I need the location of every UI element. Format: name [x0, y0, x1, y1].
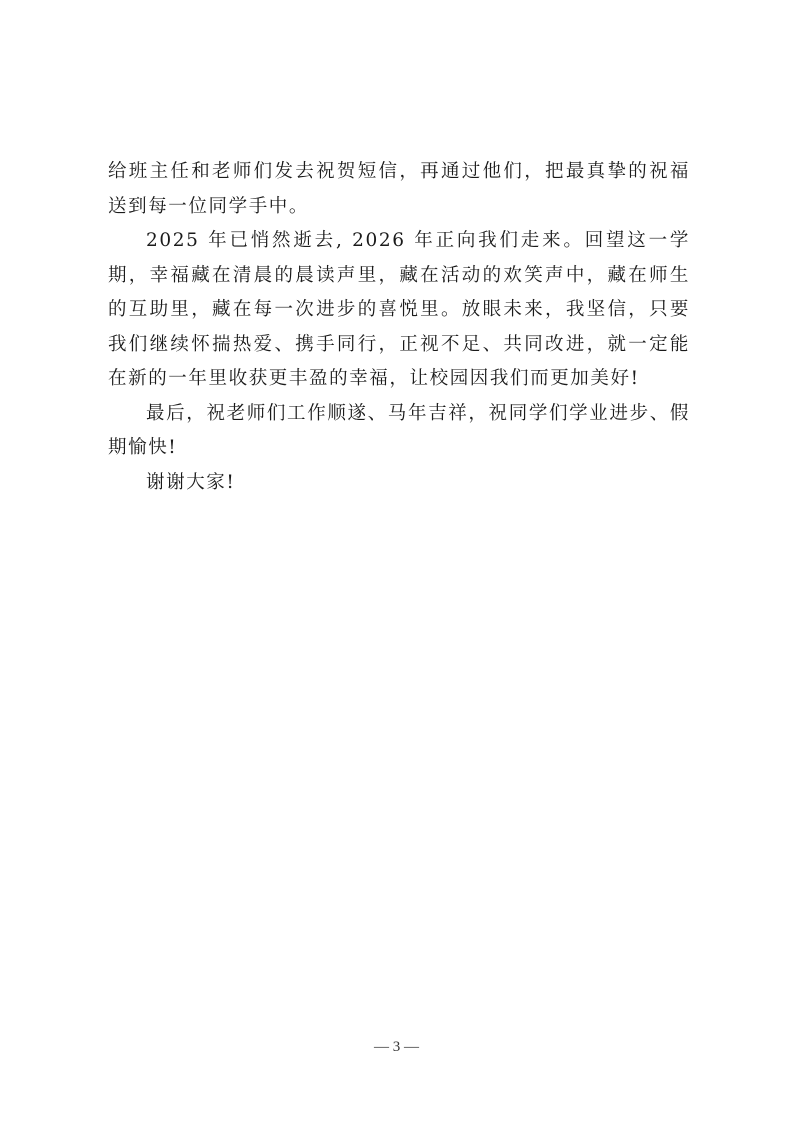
- paragraph-continuation: 给班主任和老师们发去祝贺短信，再通过他们，把最真挚的祝福送到每一位同学手中。: [108, 161, 690, 217]
- page-number: — 3 —: [374, 1039, 419, 1055]
- paragraph-closing-wishes: 最后，祝老师们工作顺遂、马年吉祥，祝同学们学业进步、假期愉快!: [108, 402, 690, 458]
- document-body: [108, 155, 690, 500]
- paragraph-thanks: 谢谢大家!: [146, 471, 236, 493]
- paragraph-new-year-review: 2025 年已悄然逝去, 2026 年正向我们走来。回望这一学期，幸福藏在清晨的晨读声里，藏在活动的欢笑声中，藏在师生的互助里，藏在每一次进步的喜悦里。放眼未来，我坚信，只要我们继续怀揣热爱、携手同行，正视不足、共同改进，就一定能在新的一年里收获更丰盈的幸福，让校园因我们而更加美好!: [108, 230, 690, 389]
